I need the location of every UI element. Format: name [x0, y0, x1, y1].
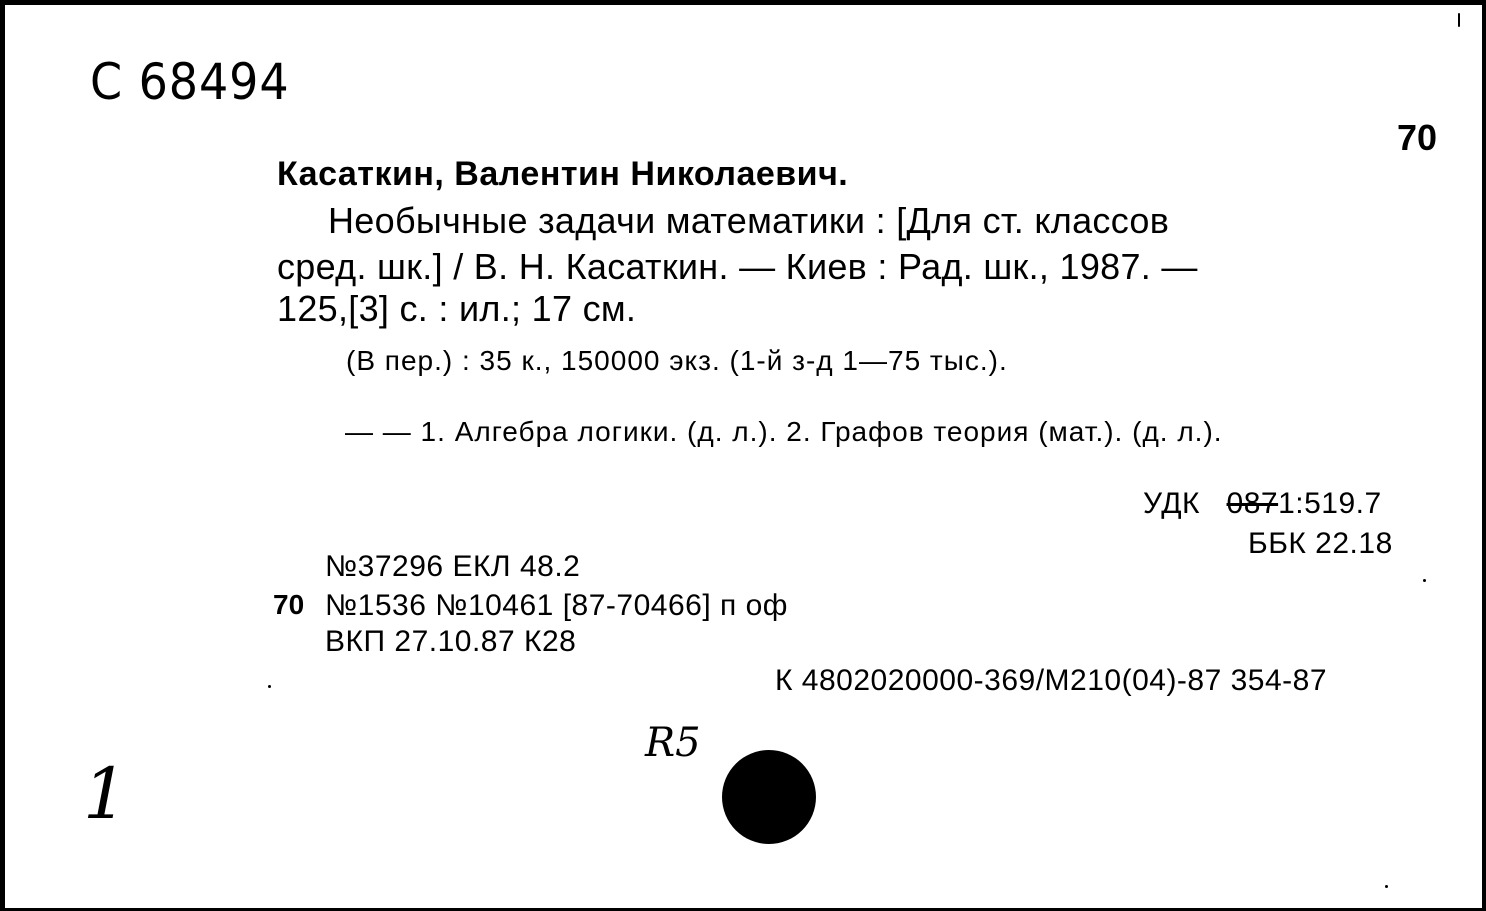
speck-mark	[1385, 885, 1388, 888]
description-line-1: Необычные задачи математики : [Для ст. классов	[328, 200, 1170, 241]
record-line-2: №1536 №10461 [87-70466] п оф	[325, 589, 788, 622]
speck-mark	[268, 685, 271, 688]
record-line-2-code: 70	[273, 589, 305, 620]
description-line-2: сред. шк.] / В. Н. Касаткин. — Киев : Рад. шк., 1987. —	[277, 246, 1198, 287]
speck-mark	[1458, 13, 1460, 27]
subject-headings: — — 1. Алгебра логики. (д. л.). 2. Графов теория (мат.). (д. л.).	[345, 416, 1223, 447]
udk-label: УДК	[1143, 487, 1201, 520]
record-line-3: ВКП 27.10.87 К28	[325, 625, 577, 658]
author-heading: Касаткин, Валентин Николаевич.	[277, 155, 849, 193]
speck-mark	[1423, 579, 1426, 582]
udk-struck-code: 087	[1226, 487, 1279, 520]
udk-value: 1:519.7	[1278, 487, 1382, 520]
k-classification-line: К 4802020000-369/М210(04)-87 354-87	[775, 664, 1328, 697]
corner-code: 70	[1397, 117, 1438, 158]
record-line-1: №37296 ЕКЛ 48.2	[325, 550, 581, 583]
punched-hole-dot	[722, 750, 816, 844]
handwritten-number: 1	[83, 753, 128, 835]
price-edition-line: (В пер.) : 35 к., 150000 экз. (1-й з-д 1—75 тыс.).	[346, 345, 1008, 376]
udk-line	[1143, 489, 1382, 519]
call-number: С 68494	[90, 53, 290, 111]
bbk-line: ББК 22.18	[1248, 527, 1393, 560]
description-line-3: 125,[3] с. : ил.; 17 см.	[277, 288, 637, 329]
handwritten-mark: R5	[645, 720, 701, 766]
